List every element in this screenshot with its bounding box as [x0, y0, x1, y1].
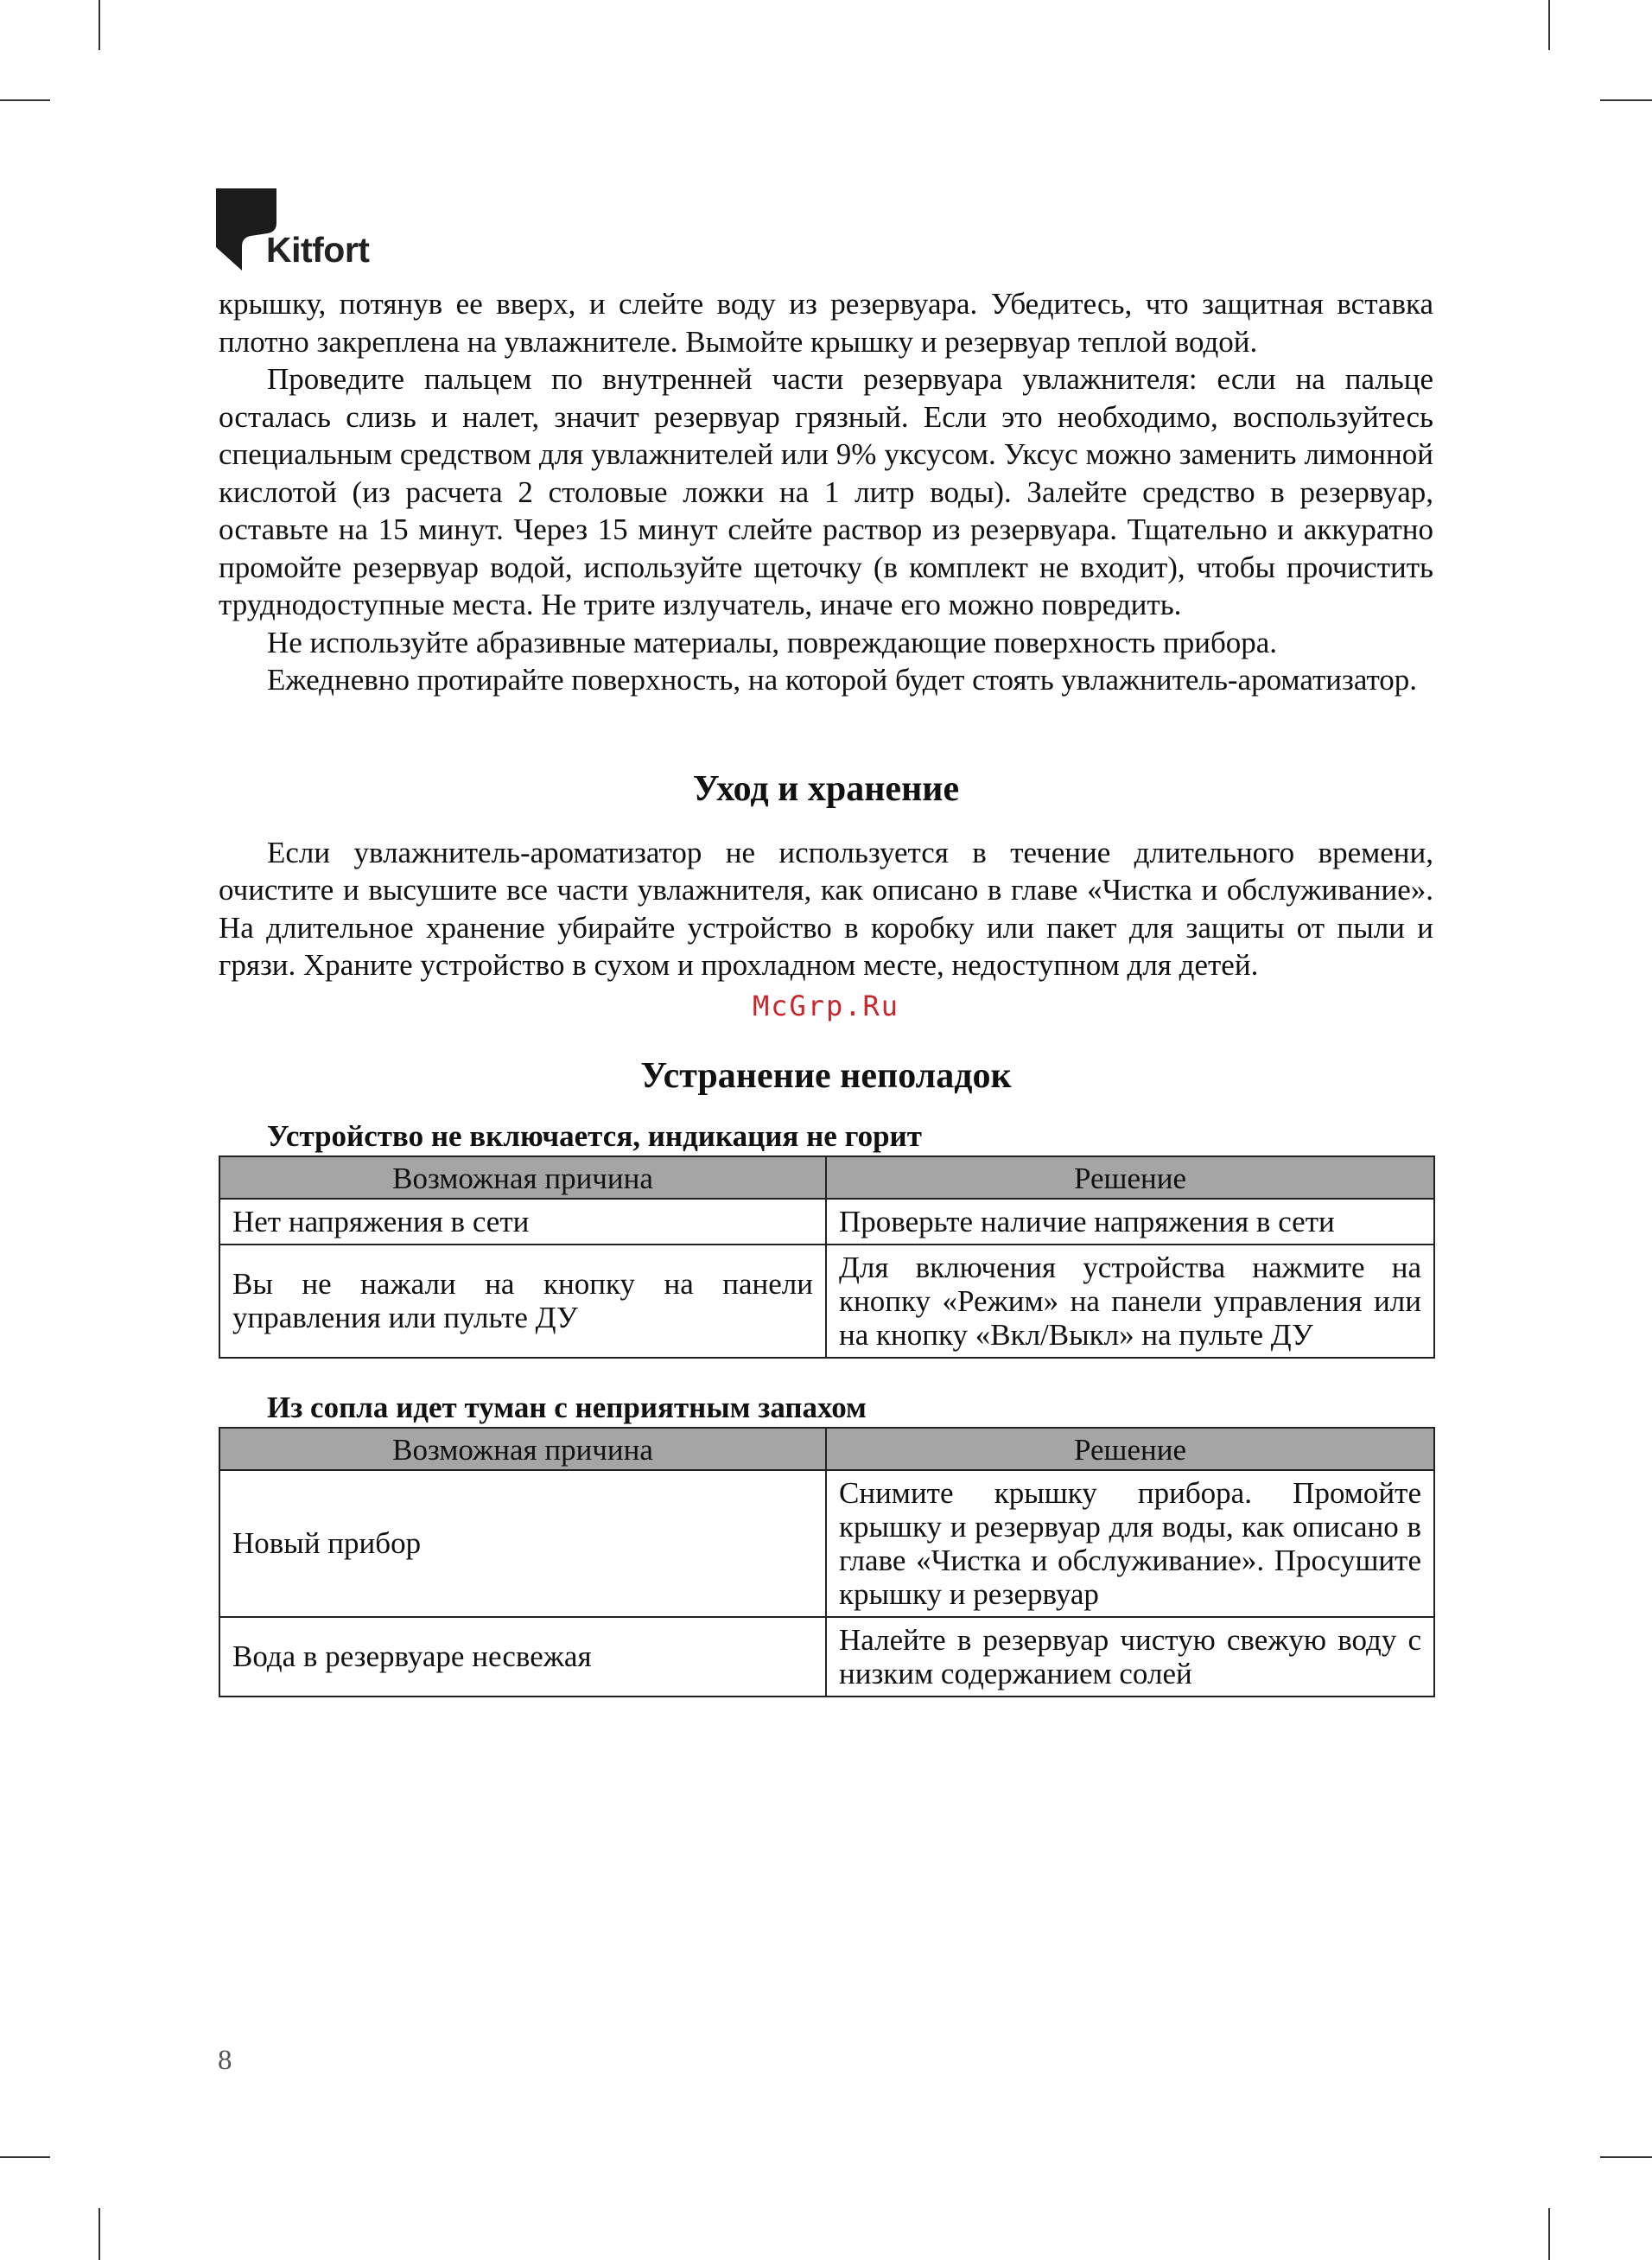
page-content: [219, 285, 1433, 1697]
table-row: [219, 1470, 1434, 1617]
crop-mark: [1548, 0, 1550, 50]
brand-logo: [216, 188, 389, 275]
paragraph: Если увлажнитель-ароматизатор не используется в течение длительного времени, очистите и высушите все части увлажнителя, как описано в главе «Чистка и обслуживание». На длительное хранение убирайте устройство в коробку или пакет для защиты от пыли и грязи. Храните устройство в сухом и прохладном месте, недоступном для детей.: [219, 835, 1433, 982]
paragraph: Проведите пальцем по внутренней части резервуара увлажнителя: если на пальце осталась слизь и налет, значит резервуар грязный. Если это необходимо, воспользуйтесь специальным средством для увлажнителей или 9% уксусом. Уксус можно заменить лимонной кислотой (из расчета 2 столовые ложки на 1 литр воды). Залейте средство в резервуар, оставьте на 15 минут. Через 15 минут слейте раствор из резервуара. Тщательно и аккуратно промойте резервуар водой, используйте щеточку (в комплект не входит), чтобы прочистить труднодоступные места. Не трите излучатель, иначе его можно повредить.: [219, 362, 1433, 621]
table-heading: Из сопла идет туман с неприятным запахом: [267, 1390, 867, 1424]
troubleshooting-table: [219, 1427, 1435, 1697]
crop-mark: [98, 2208, 100, 2260]
paragraph: Ежедневно протирайте поверхность, на которой будет стоять увлажнитель-ароматизатор.: [267, 663, 1418, 697]
watermark: McGrp.Ru: [752, 989, 900, 1022]
solution-cell: Для включения устройства нажмите на кнопку «Режим» на панели управления или на кнопку «Вкл/Выкл» на пульте ДУ: [826, 1245, 1434, 1358]
solution-cell: Снимите крышку прибора. Промойте крышку и резервуар для воды, как описано в главе «Чистка и обслуживание». Просушите крышку и резервуар: [826, 1470, 1434, 1617]
troubleshooting-table: [219, 1155, 1435, 1359]
table-row: [219, 1245, 1434, 1358]
crop-mark: [98, 0, 100, 50]
section-title-troubleshooting: Устранение неполадок: [640, 1055, 1012, 1096]
brand-name: Kitfort: [266, 230, 370, 270]
paragraph: Не используйте абразивные материалы, повреждающие поверхность прибора.: [267, 625, 1278, 659]
cause-cell: Нет напряжения в сети: [219, 1199, 826, 1245]
solution-cell: Налейте в резервуар чистую свежую воду с низким содержанием солей: [826, 1617, 1434, 1697]
column-header: Решение: [826, 1156, 1434, 1199]
table-row: [219, 1199, 1434, 1245]
crop-mark: [0, 2156, 50, 2158]
cause-cell: Вода в резервуаре несвежая: [219, 1617, 826, 1697]
table-heading: Устройство не включается, индикация не горит: [267, 1118, 922, 1153]
table-row: [219, 1617, 1434, 1697]
crop-mark: [1548, 2208, 1550, 2260]
cause-cell: Новый прибор: [219, 1470, 826, 1617]
cause-cell: Вы не нажали на кнопку на панели управления или пульте ДУ: [219, 1245, 826, 1358]
column-header: Возможная причина: [219, 1428, 826, 1470]
page-number: 8: [218, 2045, 232, 2076]
column-header: Возможная причина: [219, 1156, 826, 1199]
solution-cell: Проверьте наличие напряжения в сети: [826, 1199, 1434, 1245]
crop-mark: [0, 99, 50, 101]
crop-mark: [1600, 2156, 1652, 2158]
section-title-care: Уход и хранение: [692, 768, 960, 809]
column-header: Решение: [826, 1428, 1434, 1470]
crop-mark: [1600, 99, 1652, 101]
paragraph: крышку, потянув ее вверх, и слейте воду из резервуара. Убедитесь, что защитная вставка плотно закреплена на увлажнителе. Вымойте крышку и резервуар теплой водой.: [219, 287, 1433, 359]
